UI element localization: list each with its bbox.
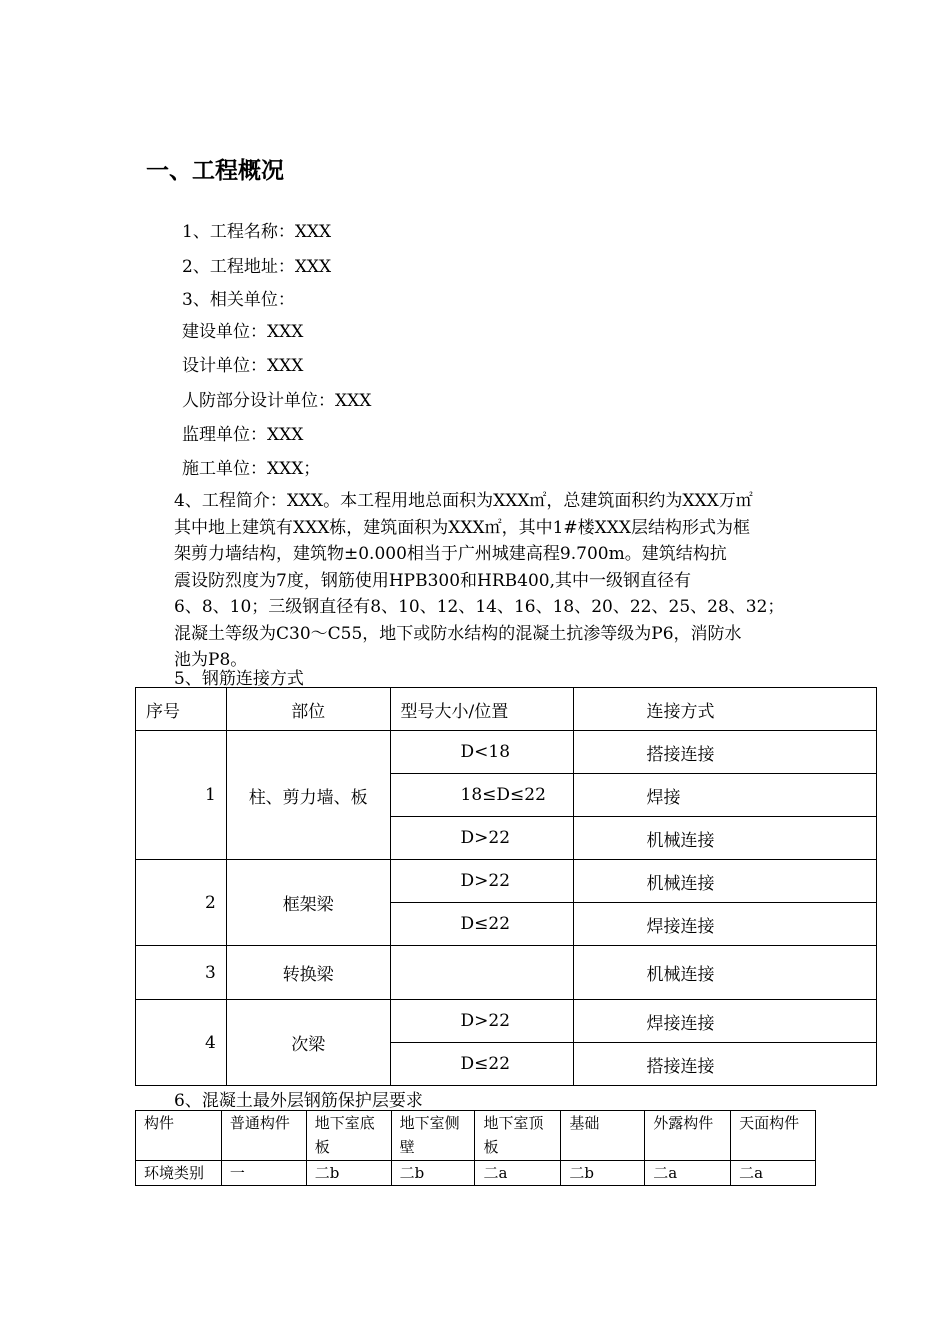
table-row: [136, 946, 877, 1000]
intro-line: 震设防烈度为7度，钢筋使用HPB300和HRB400,其中一级钢直径有: [174, 570, 691, 591]
seq-cell: 4: [136, 1000, 227, 1086]
method-cell: 搭接连接: [574, 1043, 877, 1086]
table-row: [136, 1000, 877, 1043]
header-cell: [221, 1111, 306, 1161]
civil-defense-designer-unit: 人防部分设计单位：XXX: [182, 391, 372, 411]
header-text: 地下室底: [314, 1114, 375, 1132]
header-cell: [306, 1111, 391, 1161]
size-cell: D>22: [390, 1000, 574, 1043]
header-text: 壁: [399, 1138, 415, 1156]
table-cell: 二a: [645, 1161, 731, 1186]
seq-cell: 3: [136, 946, 227, 1000]
project-name: 1、工程名称：XXX: [182, 222, 332, 242]
size-cell: D>22: [390, 817, 574, 860]
table-row: [136, 1161, 816, 1186]
constructor-unit: 施工单位：XXX；: [182, 459, 321, 479]
intro-line: 混凝土等级为C30～C55，地下或防水结构的混凝土抗渗等级为P6，消防水: [174, 623, 742, 644]
part-cell: 次梁: [226, 1000, 390, 1086]
method-cell: 机械连接: [574, 946, 877, 1000]
header-cell: [475, 1111, 561, 1161]
header-text: 天面构件: [739, 1114, 800, 1132]
section5-title: 5、钢筋连接方式: [174, 669, 304, 689]
header-text: 地下室顶: [483, 1114, 544, 1132]
table-cell: 二b: [306, 1161, 391, 1186]
project-address: 2、工程地址：XXX: [182, 257, 332, 277]
header-size: 型号大小/位置: [390, 688, 574, 731]
header-text: 板: [483, 1138, 499, 1156]
header-text: 地下室侧: [399, 1114, 460, 1132]
related-units-title: 3、相关单位：: [182, 290, 295, 310]
intro-line: 其中地上建筑有XXX栋，建筑面积为XXX㎡，其中1#楼XXX层结构形式为框: [174, 517, 750, 538]
supervisor-unit: 监理单位：XXX: [182, 425, 304, 445]
page-heading: 一、工程概况: [146, 158, 284, 184]
header-cell: [136, 1111, 222, 1161]
part-cell: 转换梁: [226, 946, 390, 1000]
size-cell: D<18: [390, 731, 574, 774]
table-cell: 二b: [561, 1161, 645, 1186]
header-part: 部位: [226, 688, 390, 731]
method-cell: 机械连接: [574, 817, 877, 860]
size-cell: D>22: [390, 860, 574, 903]
table-cell: 二b: [391, 1161, 475, 1186]
method-cell: 焊接: [574, 774, 877, 817]
table-cell: 二a: [731, 1161, 816, 1186]
method-cell: 焊接连接: [574, 1000, 877, 1043]
intro-line: 架剪力墙结构，建筑物±0.000相当于广州城建高程9.700m。建筑结构抗: [174, 544, 727, 564]
header-text: 普通构件: [229, 1114, 290, 1132]
header-text: 构件: [144, 1114, 175, 1132]
project-intro: [174, 488, 814, 674]
seq-cell: 1: [136, 731, 227, 860]
method-cell: 焊接连接: [574, 903, 877, 946]
size-cell: [390, 946, 574, 1000]
header-cell: [731, 1111, 816, 1161]
concrete-cover-table: [135, 1110, 816, 1186]
header-text: 基础: [569, 1114, 600, 1132]
rebar-connection-table: [135, 687, 877, 1086]
size-cell: D≤22: [390, 903, 574, 946]
table-row: [136, 860, 877, 903]
table-header-row: [136, 1111, 816, 1161]
header-cell: [561, 1111, 645, 1161]
method-cell: 搭接连接: [574, 731, 877, 774]
header-text: 板: [314, 1138, 330, 1156]
header-cell: [391, 1111, 475, 1161]
header-method: 连接方式: [574, 688, 877, 731]
header-text: 外露构件: [653, 1114, 714, 1132]
size-cell: 18≤D≤22: [390, 774, 574, 817]
part-cell: 柱、剪力墙、板: [226, 731, 390, 860]
seq-cell: 2: [136, 860, 227, 946]
designer-unit: 设计单位：XXX: [182, 356, 304, 376]
builder-unit: 建设单位：XXX: [182, 322, 304, 342]
header-seq: 序号: [136, 688, 227, 731]
intro-line: 6、8、10；三级钢直径有8、10、12、14、16、18、20、22、25、28、32；: [174, 597, 785, 617]
table-row: [136, 731, 877, 774]
section6-title: 6、混凝土最外层钢筋保护层要求: [174, 1091, 423, 1111]
table-cell: 一: [221, 1161, 306, 1186]
header-cell: [645, 1111, 731, 1161]
table-header-row: [136, 688, 877, 731]
part-cell: 框架梁: [226, 860, 390, 946]
intro-line: 4、工程简介：XXX。本工程用地总面积为XXX㎡，总建筑面积约为XXX万㎡: [174, 491, 753, 511]
table-cell: 二a: [475, 1161, 561, 1186]
row-label-cell: 环境类别: [136, 1161, 222, 1186]
size-cell: D≤22: [390, 1043, 574, 1086]
intro-line: 池为P8。: [174, 650, 248, 670]
method-cell: 机械连接: [574, 860, 877, 903]
